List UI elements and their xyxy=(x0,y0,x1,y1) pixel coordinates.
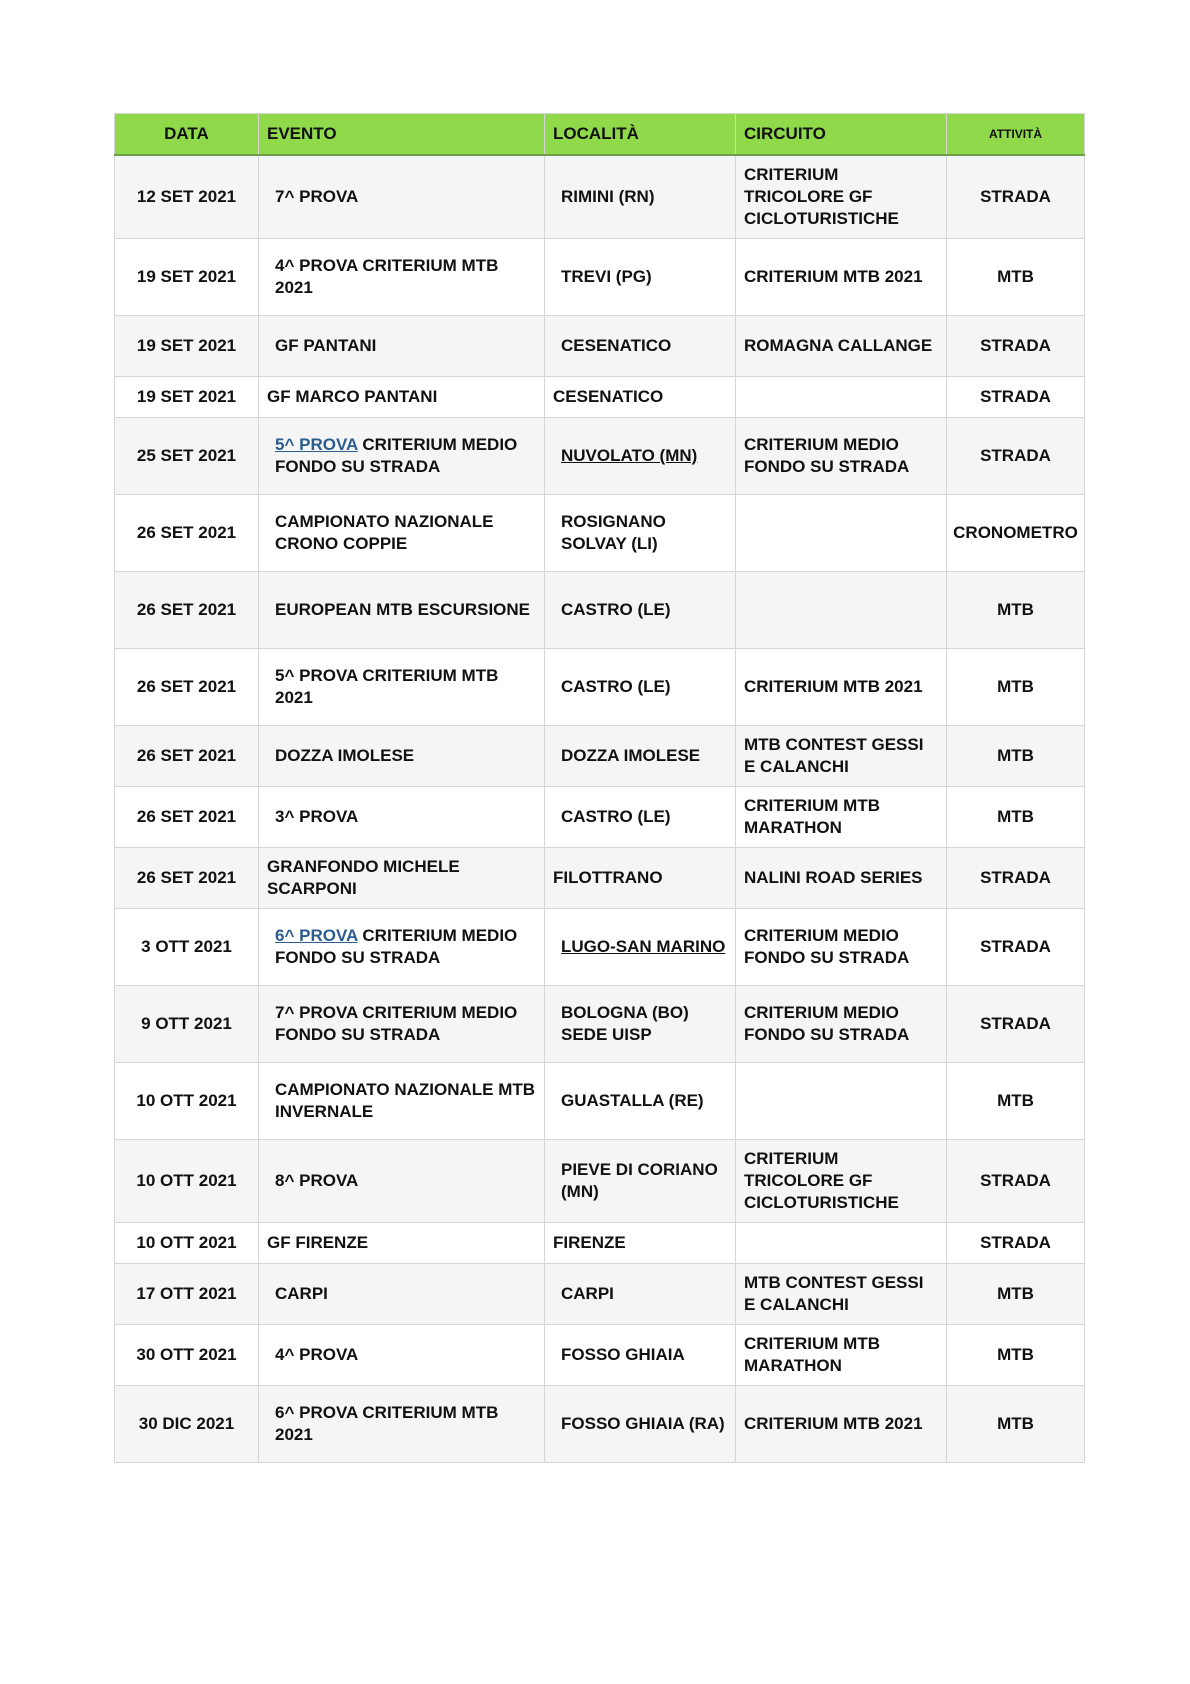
localita-text[interactable]: NUVOLATO (MN) xyxy=(561,446,698,465)
cell-data: 19 SET 2021 xyxy=(115,316,259,377)
cell-attivita: STRADA xyxy=(947,418,1085,495)
localita-text: CESENATICO xyxy=(553,387,664,406)
table-row xyxy=(115,726,1085,787)
cell-localita xyxy=(545,848,736,909)
cell-circuito xyxy=(736,1063,947,1140)
evento-text: CRITERIUM MEDIO FONDO SU STRADA xyxy=(275,926,518,967)
cell-attivita: MTB xyxy=(947,649,1085,726)
table-row xyxy=(115,649,1085,726)
cell-circuito xyxy=(736,1223,947,1264)
table-row xyxy=(115,572,1085,649)
cell-data: 10 OTT 2021 xyxy=(115,1223,259,1264)
cell-evento: CAMPIONATO NAZIONALE CRONO COPPIE xyxy=(259,495,545,572)
cell-data: 25 SET 2021 xyxy=(115,418,259,495)
cell-data: 26 SET 2021 xyxy=(115,572,259,649)
cell-localita xyxy=(545,1325,736,1386)
cell-evento: 4^ PROVA xyxy=(259,1325,545,1386)
cell-attivita: STRADA xyxy=(947,1223,1085,1264)
cell-evento: 7^ PROVA CRITERIUM MEDIO FONDO SU STRADA xyxy=(259,986,545,1063)
table-row xyxy=(115,1223,1085,1264)
cell-attivita: STRADA xyxy=(947,316,1085,377)
cell-localita xyxy=(545,1264,736,1325)
localita-text[interactable]: LUGO-SAN MARINO xyxy=(561,937,726,956)
cell-data: 17 OTT 2021 xyxy=(115,1264,259,1325)
events-table xyxy=(114,113,1085,1463)
cell-localita xyxy=(545,418,736,495)
cell-attivita: STRADA xyxy=(947,1140,1085,1223)
localita-text: ROSIGNANO SOLVAY (LI) xyxy=(561,512,666,553)
header-localita: LOCALITÀ xyxy=(545,114,736,156)
cell-data: 19 SET 2021 xyxy=(115,377,259,418)
cell-evento: DOZZA IMOLESE xyxy=(259,726,545,787)
cell-circuito: CRITERIUM MEDIO FONDO SU STRADA xyxy=(736,909,947,986)
cell-evento: EUROPEAN MTB ESCURSIONE xyxy=(259,572,545,649)
cell-localita xyxy=(545,1063,736,1140)
cell-circuito xyxy=(736,495,947,572)
cell-circuito: CRITERIUM MTB 2021 xyxy=(736,239,947,316)
cell-data: 30 OTT 2021 xyxy=(115,1325,259,1386)
cell-evento: GRANFONDO MICHELE SCARPONI xyxy=(259,848,545,909)
cell-attivita: STRADA xyxy=(947,155,1085,239)
cell-localita xyxy=(545,649,736,726)
table-row xyxy=(115,787,1085,848)
table-row xyxy=(115,1264,1085,1325)
table-row xyxy=(115,316,1085,377)
cell-circuito: CRITERIUM MTB MARATHON xyxy=(736,787,947,848)
cell-data: 12 SET 2021 xyxy=(115,155,259,239)
cell-circuito: CRITERIUM MEDIO FONDO SU STRADA xyxy=(736,986,947,1063)
table-row xyxy=(115,155,1085,239)
cell-localita xyxy=(545,1223,736,1264)
cell-localita xyxy=(545,239,736,316)
localita-text: CASTRO (LE) xyxy=(561,677,671,696)
table-row xyxy=(115,1063,1085,1140)
cell-evento: 5^ PROVA CRITERIUM MTB 2021 xyxy=(259,649,545,726)
localita-text: GUASTALLA (RE) xyxy=(561,1091,704,1110)
cell-attivita: MTB xyxy=(947,1325,1085,1386)
cell-attivita: STRADA xyxy=(947,848,1085,909)
cell-data: 26 SET 2021 xyxy=(115,787,259,848)
cell-evento: GF PANTANI xyxy=(259,316,545,377)
localita-text: CARPI xyxy=(561,1284,614,1303)
cell-circuito: CRITERIUM MTB 2021 xyxy=(736,1386,947,1463)
localita-text: FILOTTRANO xyxy=(553,868,663,887)
cell-evento: 8^ PROVA xyxy=(259,1140,545,1223)
cell-data: 9 OTT 2021 xyxy=(115,986,259,1063)
evento-link[interactable]: 5^ PROVA xyxy=(275,435,358,454)
table-row xyxy=(115,848,1085,909)
cell-attivita: STRADA xyxy=(947,986,1085,1063)
cell-localita xyxy=(545,986,736,1063)
table-row xyxy=(115,1140,1085,1223)
cell-circuito: CRITERIUM MTB MARATHON xyxy=(736,1325,947,1386)
cell-circuito xyxy=(736,572,947,649)
cell-attivita: MTB xyxy=(947,787,1085,848)
table-row xyxy=(115,1386,1085,1463)
cell-evento xyxy=(259,909,545,986)
table-row xyxy=(115,909,1085,986)
localita-text: BOLOGNA (BO) SEDE UISP xyxy=(561,1003,689,1044)
cell-circuito: NALINI ROAD SERIES xyxy=(736,848,947,909)
cell-data: 3 OTT 2021 xyxy=(115,909,259,986)
cell-evento: CAMPIONATO NAZIONALE MTB INVERNALE xyxy=(259,1063,545,1140)
cell-attivita: MTB xyxy=(947,572,1085,649)
cell-attivita: CRONOMETRO xyxy=(947,495,1085,572)
localita-text: CASTRO (LE) xyxy=(561,600,671,619)
table-row xyxy=(115,239,1085,316)
cell-circuito: MTB CONTEST GESSI E CALANCHI xyxy=(736,726,947,787)
localita-text: CESENATICO xyxy=(561,336,672,355)
table-row xyxy=(115,1325,1085,1386)
cell-localita xyxy=(545,316,736,377)
header-circuito: CIRCUITO xyxy=(736,114,947,156)
table-row xyxy=(115,986,1085,1063)
cell-localita xyxy=(545,377,736,418)
cell-localita xyxy=(545,1386,736,1463)
cell-localita xyxy=(545,726,736,787)
cell-attivita: MTB xyxy=(947,1264,1085,1325)
cell-data: 10 OTT 2021 xyxy=(115,1063,259,1140)
cell-localita xyxy=(545,495,736,572)
cell-evento: GF FIRENZE xyxy=(259,1223,545,1264)
cell-data: 30 DIC 2021 xyxy=(115,1386,259,1463)
header-data: DATA xyxy=(115,114,259,156)
cell-evento: 4^ PROVA CRITERIUM MTB 2021 xyxy=(259,239,545,316)
cell-data: 26 SET 2021 xyxy=(115,848,259,909)
localita-text: RIMINI (RN) xyxy=(561,187,655,206)
cell-circuito: CRITERIUM TRICOLORE GF CICLOTURISTICHE xyxy=(736,155,947,239)
table-row xyxy=(115,377,1085,418)
cell-data: 26 SET 2021 xyxy=(115,649,259,726)
evento-text: CRITERIUM MEDIO FONDO SU STRADA xyxy=(275,435,518,476)
localita-text: CASTRO (LE) xyxy=(561,807,671,826)
cell-localita xyxy=(545,1140,736,1223)
cell-circuito: CRITERIUM MTB 2021 xyxy=(736,649,947,726)
cell-evento: 6^ PROVA CRITERIUM MTB 2021 xyxy=(259,1386,545,1463)
cell-attivita: MTB xyxy=(947,239,1085,316)
cell-circuito: ROMAGNA CALLANGE xyxy=(736,316,947,377)
localita-text: DOZZA IMOLESE xyxy=(561,746,701,765)
table-row xyxy=(115,418,1085,495)
table-row xyxy=(115,495,1085,572)
cell-evento xyxy=(259,418,545,495)
cell-data: 10 OTT 2021 xyxy=(115,1140,259,1223)
cell-circuito: CRITERIUM MEDIO FONDO SU STRADA xyxy=(736,418,947,495)
cell-attivita: STRADA xyxy=(947,909,1085,986)
cell-localita xyxy=(545,155,736,239)
cell-localita xyxy=(545,572,736,649)
cell-attivita: MTB xyxy=(947,1386,1085,1463)
cell-evento: GF MARCO PANTANI xyxy=(259,377,545,418)
cell-attivita: MTB xyxy=(947,726,1085,787)
cell-circuito: CRITERIUM TRICOLORE GF CICLOTURISTICHE xyxy=(736,1140,947,1223)
localita-text: TREVI (PG) xyxy=(561,267,652,286)
evento-link[interactable]: 6^ PROVA xyxy=(275,926,358,945)
header-evento: EVENTO xyxy=(259,114,545,156)
localita-text: FOSSO GHIAIA (RA) xyxy=(561,1414,725,1433)
localita-text: FIRENZE xyxy=(553,1233,626,1252)
cell-data: 19 SET 2021 xyxy=(115,239,259,316)
cell-localita xyxy=(545,909,736,986)
cell-attivita: MTB xyxy=(947,1063,1085,1140)
header-attivita: ATTIVITÀ xyxy=(947,114,1085,156)
cell-data: 26 SET 2021 xyxy=(115,495,259,572)
localita-text: PIEVE DI CORIANO (MN) xyxy=(561,1160,718,1201)
cell-evento: 7^ PROVA xyxy=(259,155,545,239)
cell-evento: CARPI xyxy=(259,1264,545,1325)
cell-attivita: STRADA xyxy=(947,377,1085,418)
localita-text: FOSSO GHIAIA xyxy=(561,1345,685,1364)
header-row xyxy=(115,114,1085,156)
cell-circuito: MTB CONTEST GESSI E CALANCHI xyxy=(736,1264,947,1325)
cell-circuito xyxy=(736,377,947,418)
cell-data: 26 SET 2021 xyxy=(115,726,259,787)
cell-evento: 3^ PROVA xyxy=(259,787,545,848)
cell-localita xyxy=(545,787,736,848)
